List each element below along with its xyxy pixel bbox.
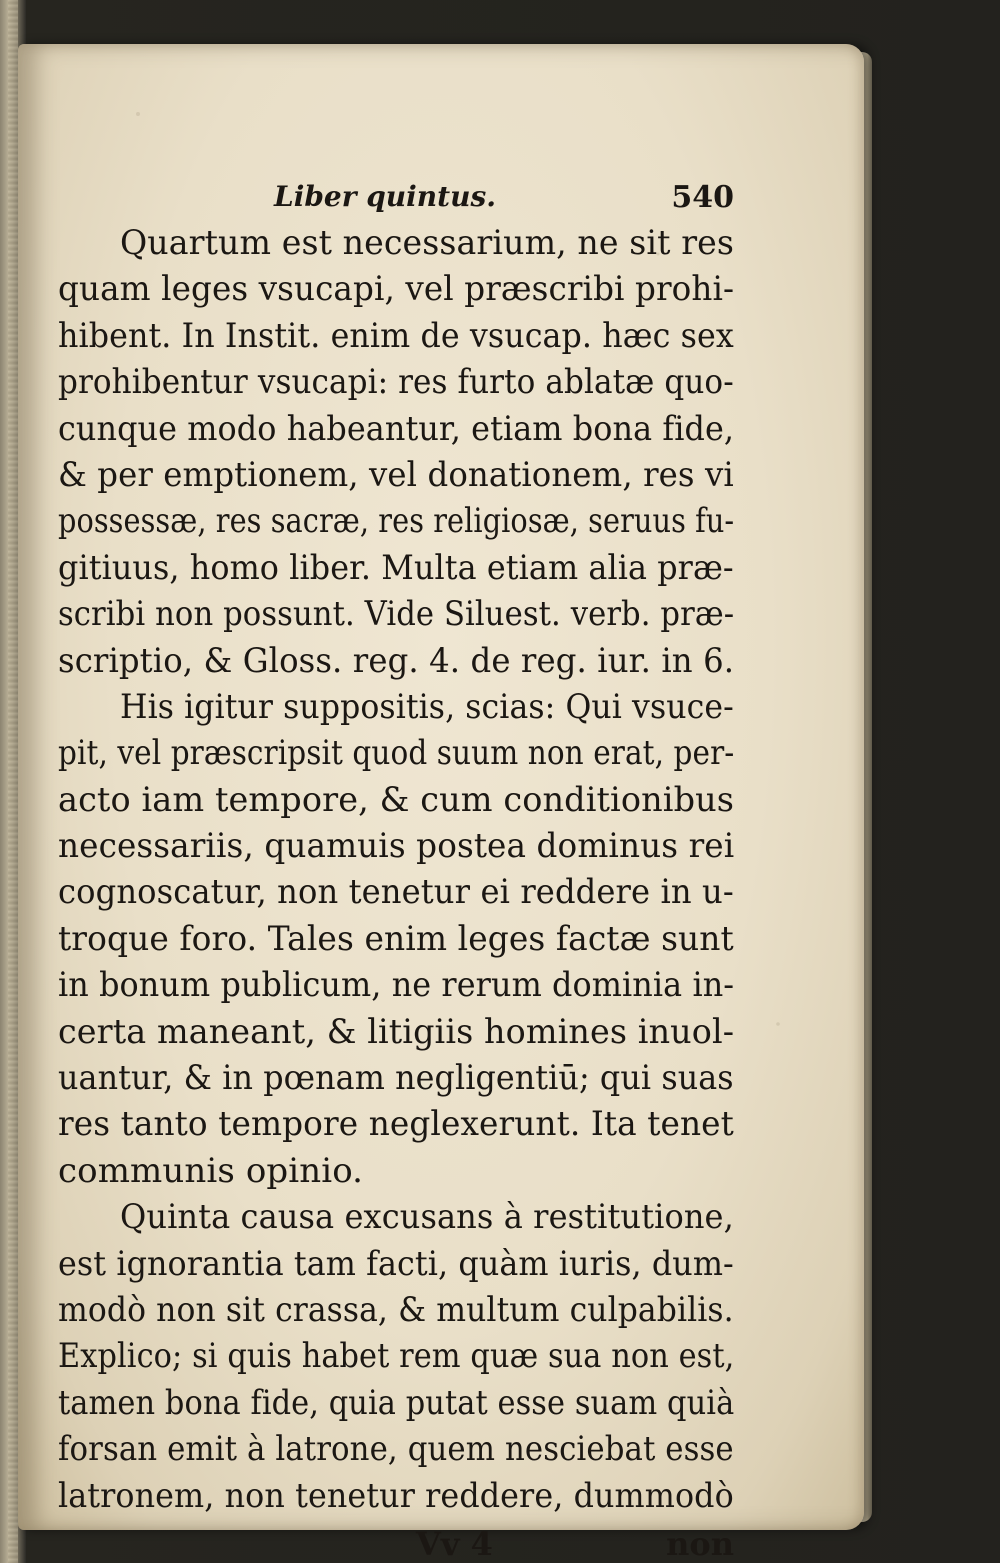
text-line [58,1241,734,1287]
text-line [58,591,734,637]
text-line [58,869,734,915]
text-line-content: uantur, & in pœnam negligentiū; qui suas [58,1058,734,1099]
text-line-content: possessæ, res sacræ, res religiosæ, seruus fu- [58,501,735,542]
text-line-content: cunque modo habeantur, etiam bona fide, [58,408,735,449]
text-line-content: forsan emit à latrone, quem nesciebat esse [58,1429,734,1470]
text-line-content: Quinta causa excusans à restitutione, [120,1197,734,1238]
text-line [58,1194,734,1240]
running-header [58,174,734,220]
catchword: non [666,1524,734,1563]
text-line-content: necessariis, quamuis postea dominus rei [58,826,735,867]
text-line-content: hibent. In Instit. enim de vsucap. hæc sex [58,315,734,356]
text-line [58,730,734,776]
text-line-content: certa maneant, & litigiis homines inuol- [58,1011,735,1052]
folio-number: 540 [671,180,734,215]
text-line [58,359,734,405]
text-line-content: cognoscatur, non tenetur ei reddere in u- [58,872,734,913]
text-line-content: Explico; si quis habet rem quæ sua non est, [58,1336,735,1377]
text-line [58,1101,734,1147]
text-line [58,638,734,684]
text-line [58,266,734,312]
text-line-content: scribi non possunt. Vide Siluest. verb. præ- [58,594,735,635]
text-line [58,498,734,544]
text-line-content: modò non sit crassa, & multum culpabilis. [58,1289,734,1330]
text-line [58,1333,734,1379]
text-line [58,916,734,962]
text-line [58,1148,734,1194]
text-line [58,777,734,823]
text-line [58,1287,734,1333]
text-line-content: communis opinio. [58,1150,364,1191]
footer-line [58,1521,734,1563]
page-sheet [18,44,864,1563]
text-line-content: scriptio, & Gloss. reg. 4. de reg. iur. in 6. [58,640,735,681]
text-line [58,1426,734,1472]
text-line-content: est ignorantia tam facti, quàm iuris, dum- [58,1243,734,1284]
text-line-content: gitiuus, homo liber. Multa etiam alia præ- [58,547,734,588]
text-line-content: latronem, non tenetur reddere, dummodò [58,1475,734,1516]
text-line [58,406,734,452]
text-line [58,545,734,591]
text-line-content: res tanto tempore neglexerunt. Ita tenet [58,1104,734,1145]
text-line [58,1009,734,1055]
book-spine-edge [8,0,18,1563]
running-title: Liber quintus. [274,180,496,213]
signature-mark: Vv 4 [416,1524,493,1563]
text-line [58,962,734,1008]
text-line-content: tamen bona fide, quia putat esse suam quià [58,1382,735,1423]
text-line-content: quam leges vsucapi, vel præscribi prohi- [58,269,735,310]
text-line [58,823,734,869]
text-line-content: troque foro. Tales enim leges factæ sunt [58,918,734,959]
text-line [58,1380,734,1426]
text-line [58,1473,734,1519]
text-line-content: His igitur suppositis, scias: Qui vsuce- [120,686,734,727]
text-line-content: prohibentur vsucapi: res furto ablatæ quo- [58,362,734,403]
text-line [58,1055,734,1101]
text-line-content: in bonum publicum, ne rerum dominia in- [58,965,735,1006]
text-line [58,452,734,498]
text-line-content: acto iam tempore, & cum conditionibus [58,779,735,820]
body-text [58,220,734,1519]
text-line-content: & per emptionem, vel donationem, res vi [58,454,734,495]
text-line [58,220,734,266]
page-text-block [58,174,734,1563]
text-line-content: pit, vel præscripsit quod suum non erat, per- [58,733,735,774]
text-line [58,313,734,359]
text-line-content: Quartum est necessarium, ne sit res [120,223,735,263]
text-line [58,684,734,730]
